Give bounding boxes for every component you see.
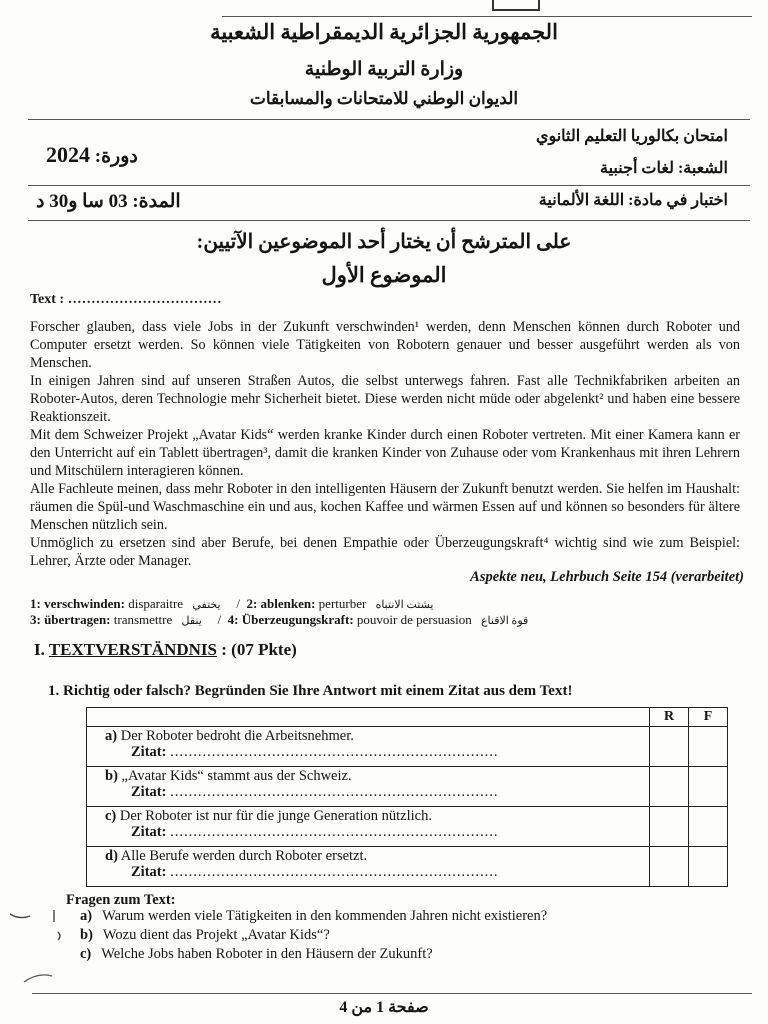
question-item <box>80 927 330 944</box>
table-row <box>87 807 728 847</box>
statement-header-cell <box>87 708 650 727</box>
falsch-header: F <box>689 708 728 727</box>
question-letter: b) <box>80 927 93 943</box>
table-row <box>87 847 728 887</box>
statement-cell <box>87 847 650 887</box>
text-paragraph: Unmöglich zu ersetzen sind aber Berufe, bei denen Empathie oder Überzeugungskraft⁴ wichtig sind wie zum Beispiel: Lehrer, Ärzte oder Manager. <box>30 535 740 569</box>
text-paragraph: Mit dem Schweizer Projekt „Avatar Kids“ werden kranke Kinder durch einen Roboter vertreten. Mit einer Kamera kann er den Unterricht auf ein Tablett übertragen³, damit die kranken Kinder von Zuhause oder vom Krankenhaus mit ihren Lehrern und Mitschülern interagieren können. <box>30 427 740 479</box>
statement-cell <box>87 807 650 847</box>
exam-title: امتحان بكالوريا التعليم الثانوي <box>535 128 728 145</box>
section-numeral: I. <box>34 640 45 659</box>
question-letter: c) <box>80 946 92 962</box>
handwritten-marks <box>6 900 66 990</box>
zitat-label: Zitat: <box>131 864 167 880</box>
ministry-header: وزارة التربية الوطنية <box>304 59 464 80</box>
statement-text: Der Roboter ist nur für die junge Generation nützlich. <box>119 808 432 824</box>
glossary-french: pouvoir de persuasion <box>356 612 472 627</box>
table-header-row <box>87 708 728 727</box>
session-year: 2024 <box>46 142 90 167</box>
statement-letter: d) <box>105 848 118 864</box>
text-source: Aspekte neu, Lehrbuch Seite 154 (verarbeitet) <box>470 569 744 585</box>
text-paragraph: Forscher glauben, dass viele Jobs in der Zukunft verschwinden¹ werden, denn Menschen können durch Roboter und Computer ersetzt werden. So können viele Tätigkeiten von Robotern genauer und besser ausgeführt werden als von Menschen. <box>30 319 740 371</box>
section-points: : (07 Pkte) <box>221 640 297 659</box>
zitat-answer-line[interactable]: ....................................................................... <box>170 784 499 800</box>
zitat-answer-line[interactable]: ....................................................................... <box>170 864 499 880</box>
question-letter: a) <box>80 908 93 924</box>
section-heading <box>34 640 297 660</box>
glossary-separator: / <box>236 596 240 611</box>
falsch-box[interactable] <box>689 727 728 767</box>
glossary-arabic: قوة الاقناع <box>480 615 529 627</box>
exam-subject: اختبار في مادة: اللغة الألمانية <box>538 192 728 209</box>
statement-cell <box>87 727 650 767</box>
question-item <box>80 908 547 925</box>
falsch-box[interactable] <box>689 767 728 807</box>
corner-stamp-mark <box>492 0 540 11</box>
text-paragraph: In einigen Jahren sind auf unseren Straßen Autos, die selbst unterwegs fahren. Fast alle Technikfabriken arbeiten an Roboter-Autos, deren Technologie mehr Sicherheit bietet. Diese werden nicht müde oder abgelenkt² und haben eine bessere Reaktionszeit. <box>30 373 740 425</box>
statement-text: „Avatar Kids“ stammt aus der Schweiz. <box>121 768 352 784</box>
glossary-line <box>30 596 439 612</box>
statement-cell <box>87 767 650 807</box>
zitat-label: Zitat: <box>131 824 167 840</box>
mid-rule <box>28 185 750 186</box>
glossary-arabic: يختفي <box>192 599 221 611</box>
questions-heading: Fragen zum Text: <box>66 892 176 908</box>
top-rule <box>222 16 752 17</box>
richtig-box[interactable] <box>650 807 689 847</box>
session-label: دورة: <box>94 146 138 167</box>
lower-rule <box>28 220 750 221</box>
glossary-french: transmettre <box>113 612 173 627</box>
zitat-label: Zitat: <box>131 744 167 760</box>
statement-text: Alle Berufe werden durch Roboter ersetzt. <box>120 848 368 864</box>
republic-header: الجمهورية الجزائرية الديمقراطية الشعبية <box>210 20 558 44</box>
exam-branch: الشعبة: لغات أجنبية <box>600 160 728 177</box>
falsch-box[interactable] <box>689 847 728 887</box>
statement-text: Der Roboter bedroht die Arbeitsnehmer. <box>120 728 354 744</box>
question-1-prompt: 1. Richtig oder falsch? Begründen Sie Ihre Antwort mit einem Zitat aus dem Text! <box>48 683 573 699</box>
richtig-box[interactable] <box>650 767 689 807</box>
table-row <box>87 727 728 767</box>
choice-instruction: على المترشح أن يختار أحد الموضوعين الآتيين: <box>196 231 572 253</box>
question-text: Welche Jobs haben Roboter in den Häusern der Zukunft? <box>101 946 433 962</box>
question-text: Wozu dient das Projekt „Avatar Kids“? <box>102 927 330 943</box>
richtig-box[interactable] <box>650 847 689 887</box>
topic-title: الموضوع الأول <box>321 263 447 287</box>
office-header: الديوان الوطني للامتحانات والمسابقات <box>249 89 519 108</box>
glossary-separator: / <box>217 612 222 627</box>
statement-letter: c) <box>105 808 117 824</box>
zitat-answer-line[interactable]: ....................................................................... <box>170 744 499 760</box>
glossary-french: perturber <box>318 596 367 611</box>
glossary-french: disparaitre <box>128 596 184 611</box>
falsch-box[interactable] <box>689 807 728 847</box>
glossary-term: 2: ablenken: <box>246 596 316 611</box>
page-number: صفحة 1 من 4 <box>339 999 429 1016</box>
zitat-label: Zitat: <box>131 784 167 800</box>
glossary-term: 4: Überzeugungskraft: <box>227 612 354 627</box>
glossary-term: 3: übertragen: <box>30 612 111 627</box>
glossary-arabic: ينقل <box>181 615 202 627</box>
glossary-arabic: يشتت الانتباه <box>375 599 434 611</box>
exam-duration: المدة: 03 سا و30 د <box>36 191 181 212</box>
text-paragraph: Alle Fachleute meinen, dass mehr Roboter in den intelligenten Häusern der Zukunft benutzt werden. Sie helfen im Haushalt: räumen die Spül-und Waschmaschine ein und aus, kochen Kaffee und wärmen Essen auf und können so besonders für ältere Menschen nützlich sein. <box>30 481 740 533</box>
glossary-line <box>30 612 534 628</box>
header-rule <box>28 119 750 120</box>
statement-letter: b) <box>105 768 118 784</box>
question-item <box>80 946 433 963</box>
question-text: Warum werden viele Tätigkeiten in den kommenden Jahren nicht existieren? <box>102 908 548 924</box>
glossary-term: 1: verschwinden: <box>30 596 125 611</box>
true-false-table <box>86 707 728 887</box>
richtig-box[interactable] <box>650 727 689 767</box>
exam-session <box>46 142 138 168</box>
section-title: TEXTVERSTÄNDNIS <box>48 640 217 659</box>
richtig-header: R <box>650 708 689 727</box>
statement-letter: a) <box>105 728 118 744</box>
zitat-answer-line[interactable]: ....................................................................... <box>170 824 499 840</box>
reading-text <box>30 318 740 570</box>
footer-rule <box>32 993 752 994</box>
text-title-label: Text : …………………………… <box>30 292 222 307</box>
table-row <box>87 767 728 807</box>
